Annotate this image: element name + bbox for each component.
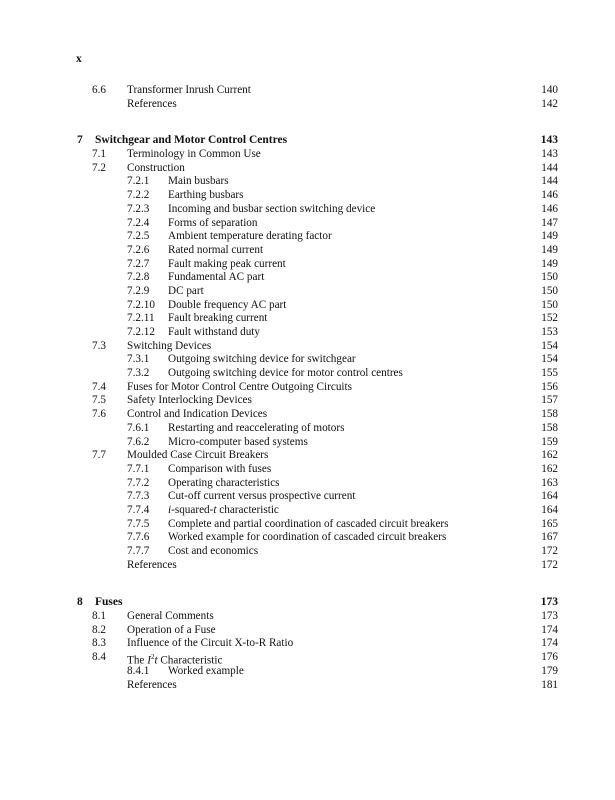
toc-entry-page: 158 [541,421,558,434]
toc-references[interactable] [0,98,615,112]
toc-entry-number: 7.2.12 [127,326,155,338]
toc-entry-number: 7.2.1 [127,175,150,188]
toc-entry-page: 176 [541,651,558,664]
toc-entry[interactable] [0,504,615,518]
toc-entry-page: 172 [541,558,558,571]
toc-entry[interactable] [0,353,615,367]
toc-entry-number: 7.1 [92,148,106,161]
toc-entry[interactable] [0,651,615,665]
toc-entry[interactable] [0,449,615,463]
toc-entry-page: 172 [541,545,558,557]
toc-entry-page: 167 [541,531,558,544]
toc-entry[interactable] [0,258,615,272]
toc-entry-number: 7.7 [92,449,106,462]
toc-entry-number: 7.2.10 [127,298,155,311]
toc-entry[interactable] [0,545,615,559]
toc-entry-title: Fault making peak current [168,257,286,270]
toc-entry-page: 144 [541,175,558,188]
toc-entry-page: 150 [541,284,558,297]
toc-entry-number: 6.6 [92,84,106,96]
toc-entry-title: Transformer Inrush Current [127,84,251,96]
toc-entry-page: 146 [541,189,558,202]
toc-entry-page: 149 [541,257,558,270]
toc-entry[interactable] [0,367,615,381]
toc-entry-page: 154 [541,339,558,352]
toc-entry[interactable] [0,624,615,638]
toc-entry[interactable] [0,394,615,408]
toc-entry-number: 7.2.8 [127,271,150,284]
toc-entry[interactable] [0,244,615,258]
toc-entry-number: 7.3 [92,339,106,352]
toc-entry-number: 8.4 [92,651,106,664]
toc-entry[interactable] [0,285,615,299]
toc-entry-page: 155 [541,367,558,380]
toc-entry-page: 159 [541,435,558,448]
toc-entry[interactable] [0,271,615,285]
toc-entry-page: 157 [541,394,558,407]
toc-entry-page: 146 [541,202,558,215]
table-of-contents [0,84,615,692]
toc-entry-title: Cost and economics [168,545,259,557]
toc-entry[interactable] [0,408,615,422]
toc-entry-number: 8.4.1 [127,664,150,677]
toc-entry-page: 165 [541,517,558,530]
section-spacer [0,111,615,134]
toc-entry-title: Micro-computer based systems [168,435,308,448]
toc-entry-page: 181 [541,678,558,691]
toc-entry[interactable] [0,175,615,189]
toc-entry-page: 149 [541,243,558,256]
toc-entry[interactable] [0,189,615,203]
toc-entry-page: 140 [541,84,558,96]
toc-entry-number: 7.6.2 [127,435,150,448]
toc-entry-number: 7.7.4 [127,503,150,516]
toc-entry-number: 7.3.1 [127,353,150,366]
toc-entry-page: 174 [541,637,558,650]
toc-entry-page: 173 [541,610,558,623]
toc-entry-number: 7.2.4 [127,216,150,229]
toc-entry-title: Operating characteristics [168,476,280,489]
toc-entry-title: Fault breaking current [168,312,268,325]
toc-entry-page: 149 [541,230,558,243]
toc-entry-number: 7.7.6 [127,531,150,544]
toc-entry-number: 7.7.2 [127,476,150,489]
toc-entry-page: 147 [541,216,558,229]
toc-entry-title: DC part [168,284,204,297]
toc-entry-number: 7.2.11 [127,312,155,325]
toc-entry-page: 164 [541,503,558,516]
toc-entry-title: The $I^2t$ Characteristic [127,653,223,667]
toc-entry-page: 152 [541,312,558,325]
toc-entry-page: 154 [541,353,558,366]
toc-entry-title: Complete and partial coordination of cascaded circuit breakers [168,517,449,530]
toc-entry-number: 7.2.6 [127,243,150,256]
toc-entry[interactable] [0,463,615,477]
toc-entry-title: Safety Interlocking Devices [127,394,252,407]
toc-entry-number: 7.5 [92,394,106,407]
toc-entry-page: 142 [541,97,558,110]
toc-entry[interactable] [0,162,615,176]
toc-entry-number: 7.3.2 [127,367,150,380]
toc-entry-page: 144 [541,161,558,174]
toc-entry[interactable] [0,312,615,326]
toc-entry-page: 173 [540,596,558,609]
toc-entry-number: 7 [77,134,83,147]
toc-entry-title: Influence of the Circuit X-to-R Ratio [127,637,294,650]
toc-entry-title: Comparison with fuses [168,462,272,475]
toc-entry-title: Switchgear and Motor Control Centres [95,134,288,147]
toc-entry-title: i-squared-t characteristic [168,503,279,516]
toc-entry-number: 7.7.3 [127,490,150,503]
toc-entry-title: Fault withstand duty [168,326,260,338]
toc-entry-title: Operation of a Fuse [127,623,216,636]
toc-entry-title: Moulded Case Circuit Breakers [127,449,269,462]
toc-entry-number: 7.6.1 [127,421,150,434]
toc-entry[interactable] [0,436,615,450]
toc-entry[interactable] [0,637,615,651]
toc-entry-page: 174 [541,623,558,636]
toc-chapter[interactable] [0,596,615,610]
toc-entry[interactable] [0,490,615,504]
toc-entry-page: 143 [541,148,558,161]
toc-entry-title: Ambient temperature derating factor [168,230,332,243]
toc-entry-number: 8.2 [92,623,106,636]
toc-entry-number: 7.2.5 [127,230,150,243]
toc-entry-title: Cut-off current versus prospective current [168,490,356,503]
toc-entry-page: 156 [541,380,558,393]
toc-entry-number: 7.7.1 [127,462,150,475]
toc-entry[interactable] [0,518,615,532]
toc-entry-number: 7.2.9 [127,284,150,297]
toc-entry[interactable] [0,340,615,354]
toc-entry-page: 153 [541,326,558,338]
toc-references[interactable] [0,679,615,693]
toc-entry-page: 179 [541,664,558,677]
toc-entry[interactable] [0,217,615,231]
toc-entry-title: Fuses for Motor Control Centre Outgoing Circuits [127,380,352,393]
toc-entry[interactable] [0,230,615,244]
toc-entry-number: 8 [77,596,83,609]
toc-entry-number: 7.2.7 [127,257,150,270]
toc-entry-title: Double frequency AC part [168,298,287,311]
toc-entry[interactable] [0,84,615,98]
toc-entry-number: 7.2.3 [127,202,150,215]
toc-entry[interactable] [0,531,615,545]
toc-entry-number: 8.1 [92,610,106,623]
toc-entry-title: Restarting and reaccelerating of motors [168,421,345,434]
toc-entry-title: Worked example [168,664,244,677]
toc-entry-title: Fundamental AC part [168,271,265,284]
toc-entry-title: Rated normal current [168,243,264,256]
toc-entry-page: 162 [541,449,558,462]
toc-entry-page: 158 [541,408,558,421]
toc-entry-page: 163 [541,476,558,489]
toc-entry-title: Fuses [95,596,123,609]
toc-entry[interactable] [0,422,615,436]
section-spacer [0,572,615,596]
toc-entry[interactable] [0,299,615,313]
toc-entry-title: References [127,678,177,691]
toc-entry-number: 7.2 [92,161,106,174]
toc-entry-page: 150 [541,271,558,284]
toc-entry-title: Forms of separation [168,216,258,229]
toc-entry-number: 7.6 [92,408,106,421]
toc-entry-title: Earthing busbars [168,189,244,202]
toc-entry-number: 7.7.7 [127,545,150,557]
toc-entry-page: 162 [541,462,558,475]
toc-entry-title: Outgoing switching device for motor control centres [168,367,403,380]
toc-entry-number: 8.3 [92,637,106,650]
toc-chapter[interactable] [0,134,615,148]
toc-entry[interactable] [0,326,615,340]
toc-entry[interactable] [0,477,615,491]
toc-entry-title: Incoming and busbar section switching device [168,202,376,215]
toc-entry-number: 7.7.5 [127,517,150,530]
toc-entry[interactable] [0,381,615,395]
toc-entry-title: Terminology in Common Use [127,148,261,161]
toc-entry-page: 150 [541,298,558,311]
toc-entry-title: Construction [127,161,185,174]
toc-entry-title: References [127,558,177,571]
toc-entry-page: 143 [540,134,558,147]
toc-entry-number: 7.4 [92,380,106,393]
toc-entry-title: References [127,97,177,110]
toc-references[interactable] [0,559,615,573]
toc-entry-page: 164 [541,490,558,503]
page-number: x [76,53,82,65]
toc-entry[interactable] [0,610,615,624]
toc-entry-title: Control and Indication Devices [127,408,268,421]
toc-entry-title: Switching Devices [127,339,212,352]
toc-entry-title: Main busbars [168,175,229,188]
toc-entry-title: Outgoing switching device for switchgear [168,353,356,366]
toc-entry-title: General Comments [127,610,214,623]
toc-entry-number: 7.2.2 [127,189,150,202]
toc-entry[interactable] [0,148,615,162]
toc-entry[interactable] [0,203,615,217]
toc-entry[interactable] [0,665,615,679]
toc-entry-title: Worked example for coordination of cascaded circuit breakers [168,531,447,544]
